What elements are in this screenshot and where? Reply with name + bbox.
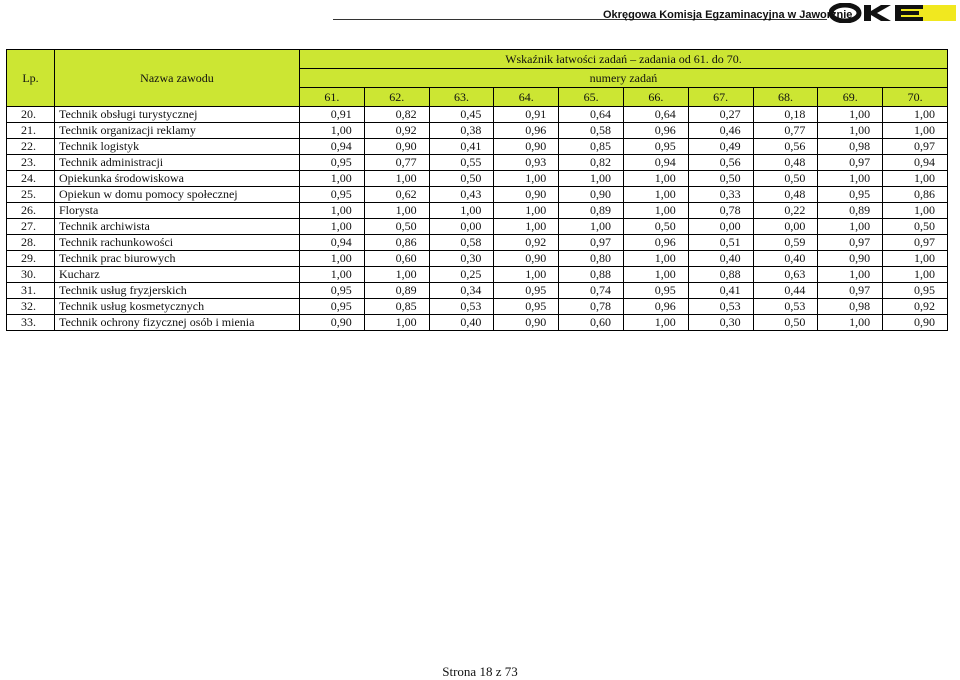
value-cell: 1,00 — [300, 251, 365, 267]
profession-name: Technik prac biurowych — [55, 251, 300, 267]
row-number: 33. — [7, 315, 55, 331]
value-cell: 0,96 — [623, 235, 688, 251]
value-cell: 1,00 — [818, 107, 883, 123]
table-title: Wskaźnik łatwości zadań – zadania od 61. do 70. — [300, 50, 948, 69]
profession-name: Technik administracji — [55, 155, 300, 171]
value-cell: 0,96 — [494, 123, 559, 139]
value-cell: 0,41 — [429, 139, 494, 155]
profession-name: Opiekunka środowiskowa — [55, 171, 300, 187]
table-row — [7, 315, 948, 331]
table-row — [7, 171, 948, 187]
organization-name: Okręgowa Komisja Egzaminacyjna w Jaworznie — [603, 9, 853, 21]
value-cell: 1,00 — [623, 187, 688, 203]
value-cell: 0,95 — [300, 283, 365, 299]
value-cell: 0,60 — [559, 315, 624, 331]
value-cell: 0,90 — [818, 251, 883, 267]
value-cell: 0,46 — [688, 123, 753, 139]
value-cell: 0,97 — [883, 235, 948, 251]
value-cell: 0,40 — [688, 251, 753, 267]
value-cell: 0,00 — [429, 219, 494, 235]
value-cell: 0,00 — [688, 219, 753, 235]
value-cell: 0,40 — [429, 315, 494, 331]
value-cell: 0,91 — [494, 107, 559, 123]
value-cell: 0,53 — [753, 299, 818, 315]
value-cell: 0,82 — [364, 107, 429, 123]
value-cell: 0,64 — [559, 107, 624, 123]
profession-name: Technik usług kosmetycznych — [55, 299, 300, 315]
value-cell: 0,30 — [688, 315, 753, 331]
value-cell: 0,50 — [364, 219, 429, 235]
column-header: 66. — [623, 88, 688, 107]
value-cell: 0,82 — [559, 155, 624, 171]
column-header: 68. — [753, 88, 818, 107]
profession-name: Florysta — [55, 203, 300, 219]
value-cell: 0,90 — [883, 315, 948, 331]
value-cell: 1,00 — [883, 107, 948, 123]
value-cell: 1,00 — [300, 267, 365, 283]
value-cell: 1,00 — [883, 267, 948, 283]
row-number: 22. — [7, 139, 55, 155]
value-cell: 0,95 — [883, 283, 948, 299]
value-cell: 0,50 — [883, 219, 948, 235]
value-cell: 0,18 — [753, 107, 818, 123]
value-cell: 1,00 — [494, 203, 559, 219]
value-cell: 1,00 — [818, 171, 883, 187]
value-cell: 0,98 — [818, 139, 883, 155]
value-cell: 0,88 — [688, 267, 753, 283]
lp-header: Lp. — [7, 50, 55, 107]
value-cell: 0,49 — [688, 139, 753, 155]
value-cell: 1,00 — [623, 251, 688, 267]
value-cell: 1,00 — [883, 251, 948, 267]
value-cell: 0,27 — [688, 107, 753, 123]
value-cell: 1,00 — [623, 267, 688, 283]
value-cell: 0,95 — [300, 299, 365, 315]
value-cell: 0,89 — [364, 283, 429, 299]
value-cell: 0,95 — [300, 187, 365, 203]
column-header: 70. — [883, 88, 948, 107]
value-cell: 1,00 — [494, 267, 559, 283]
value-cell: 0,95 — [818, 187, 883, 203]
column-header: 63. — [429, 88, 494, 107]
value-cell: 1,00 — [364, 267, 429, 283]
value-cell: 0,33 — [688, 187, 753, 203]
table-row — [7, 139, 948, 155]
row-number: 26. — [7, 203, 55, 219]
value-cell: 0,48 — [753, 155, 818, 171]
row-number: 25. — [7, 187, 55, 203]
value-cell: 0,91 — [300, 107, 365, 123]
table-row — [7, 299, 948, 315]
value-cell: 0,98 — [818, 299, 883, 315]
value-cell: 1,00 — [429, 203, 494, 219]
value-cell: 0,94 — [623, 155, 688, 171]
value-cell: 0,38 — [429, 123, 494, 139]
value-cell: 0,58 — [559, 123, 624, 139]
value-cell: 0,90 — [494, 139, 559, 155]
table-row — [7, 187, 948, 203]
value-cell: 0,88 — [559, 267, 624, 283]
oke-logo — [829, 3, 956, 23]
table-row — [7, 235, 948, 251]
value-cell: 0,74 — [559, 283, 624, 299]
value-cell: 0,95 — [494, 299, 559, 315]
row-number: 28. — [7, 235, 55, 251]
row-number: 30. — [7, 267, 55, 283]
profession-name: Technik obsługi turystycznej — [55, 107, 300, 123]
value-cell: 1,00 — [494, 171, 559, 187]
profession-name: Technik logistyk — [55, 139, 300, 155]
value-cell: 1,00 — [883, 123, 948, 139]
value-cell: 0,34 — [429, 283, 494, 299]
value-cell: 0,90 — [300, 315, 365, 331]
column-header: 67. — [688, 88, 753, 107]
page-number: Strona 18 z 73 — [442, 664, 518, 679]
column-header: 62. — [364, 88, 429, 107]
value-cell: 1,00 — [364, 315, 429, 331]
value-cell: 0,92 — [364, 123, 429, 139]
value-cell: 0,90 — [494, 315, 559, 331]
value-cell: 0,56 — [753, 139, 818, 155]
profession-name: Technik rachunkowości — [55, 235, 300, 251]
value-cell: 0,97 — [883, 139, 948, 155]
value-cell: 0,95 — [300, 155, 365, 171]
value-cell: 0,64 — [623, 107, 688, 123]
value-cell: 0,58 — [429, 235, 494, 251]
value-cell: 0,95 — [494, 283, 559, 299]
value-cell: 0,94 — [300, 235, 365, 251]
row-number: 32. — [7, 299, 55, 315]
value-cell: 1,00 — [623, 203, 688, 219]
profession-name: Technik archiwista — [55, 219, 300, 235]
value-cell: 0,48 — [753, 187, 818, 203]
difficulty-table — [6, 49, 948, 331]
value-cell: 1,00 — [300, 123, 365, 139]
value-cell: 0,92 — [883, 299, 948, 315]
value-cell: 0,50 — [753, 315, 818, 331]
row-number: 23. — [7, 155, 55, 171]
value-cell: 0,94 — [883, 155, 948, 171]
value-cell: 1,00 — [818, 219, 883, 235]
value-cell: 0,77 — [753, 123, 818, 139]
value-cell: 0,95 — [623, 283, 688, 299]
value-cell: 1,00 — [494, 219, 559, 235]
value-cell: 0,44 — [753, 283, 818, 299]
value-cell: 0,97 — [559, 235, 624, 251]
row-number: 24. — [7, 171, 55, 187]
table-row — [7, 251, 948, 267]
value-cell: 1,00 — [818, 315, 883, 331]
value-cell: 1,00 — [883, 203, 948, 219]
value-cell: 0,77 — [364, 155, 429, 171]
row-number: 20. — [7, 107, 55, 123]
name-header: Nazwa zawodu — [55, 50, 300, 107]
value-cell: 1,00 — [818, 267, 883, 283]
table-subtitle: numery zadań — [300, 69, 948, 88]
row-number: 21. — [7, 123, 55, 139]
value-cell: 0,90 — [494, 251, 559, 267]
value-cell: 0,90 — [364, 139, 429, 155]
value-cell: 0,53 — [429, 299, 494, 315]
table-row — [7, 203, 948, 219]
value-cell: 0,96 — [623, 299, 688, 315]
value-cell: 1,00 — [300, 171, 365, 187]
value-cell: 0,90 — [494, 187, 559, 203]
column-header: 64. — [494, 88, 559, 107]
value-cell: 0,22 — [753, 203, 818, 219]
value-cell: 0,50 — [623, 219, 688, 235]
value-cell: 0,50 — [688, 171, 753, 187]
value-cell: 0,89 — [818, 203, 883, 219]
value-cell: 0,41 — [688, 283, 753, 299]
value-cell: 0,97 — [818, 155, 883, 171]
value-cell: 0,63 — [753, 267, 818, 283]
value-cell: 0,43 — [429, 187, 494, 203]
profession-name: Technik organizacji reklamy — [55, 123, 300, 139]
column-header: 69. — [818, 88, 883, 107]
value-cell: 0,50 — [429, 171, 494, 187]
value-cell: 0,62 — [364, 187, 429, 203]
value-cell: 0,40 — [753, 251, 818, 267]
value-cell: 0,59 — [753, 235, 818, 251]
table-row — [7, 267, 948, 283]
value-cell: 0,45 — [429, 107, 494, 123]
value-cell: 0,80 — [559, 251, 624, 267]
value-cell: 0,97 — [818, 283, 883, 299]
value-cell: 0,94 — [300, 139, 365, 155]
value-cell: 0,60 — [364, 251, 429, 267]
table-row — [7, 155, 948, 171]
value-cell: 0,92 — [494, 235, 559, 251]
profession-name: Technik usług fryzjerskich — [55, 283, 300, 299]
value-cell: 0,00 — [753, 219, 818, 235]
value-cell: 1,00 — [364, 203, 429, 219]
value-cell: 0,85 — [559, 139, 624, 155]
value-cell: 0,90 — [559, 187, 624, 203]
value-cell: 1,00 — [883, 171, 948, 187]
value-cell: 0,30 — [429, 251, 494, 267]
value-cell: 1,00 — [300, 219, 365, 235]
table-row — [7, 107, 948, 123]
table-row — [7, 219, 948, 235]
profession-name: Technik ochrony fizycznej osób i mienia — [55, 315, 300, 331]
row-number: 27. — [7, 219, 55, 235]
value-cell: 0,55 — [429, 155, 494, 171]
value-cell: 0,56 — [688, 155, 753, 171]
profession-name: Kucharz — [55, 267, 300, 283]
value-cell: 1,00 — [818, 123, 883, 139]
value-cell: 1,00 — [364, 171, 429, 187]
value-cell: 0,50 — [753, 171, 818, 187]
value-cell: 0,53 — [688, 299, 753, 315]
value-cell: 1,00 — [623, 171, 688, 187]
value-cell: 1,00 — [559, 219, 624, 235]
value-cell: 0,78 — [559, 299, 624, 315]
value-cell: 1,00 — [623, 315, 688, 331]
value-cell: 0,86 — [364, 235, 429, 251]
row-number: 31. — [7, 283, 55, 299]
value-cell: 0,86 — [883, 187, 948, 203]
value-cell: 0,89 — [559, 203, 624, 219]
value-cell: 0,95 — [623, 139, 688, 155]
value-cell: 1,00 — [300, 203, 365, 219]
value-cell: 0,93 — [494, 155, 559, 171]
column-header: 65. — [559, 88, 624, 107]
value-cell: 0,51 — [688, 235, 753, 251]
value-cell: 0,96 — [623, 123, 688, 139]
value-cell: 0,78 — [688, 203, 753, 219]
table-row — [7, 283, 948, 299]
value-cell: 1,00 — [559, 171, 624, 187]
value-cell: 0,97 — [818, 235, 883, 251]
value-cell: 0,25 — [429, 267, 494, 283]
profession-name: Opiekun w domu pomocy społecznej — [55, 187, 300, 203]
row-number: 29. — [7, 251, 55, 267]
value-cell: 0,85 — [364, 299, 429, 315]
column-header: 61. — [300, 88, 365, 107]
table-row — [7, 123, 948, 139]
